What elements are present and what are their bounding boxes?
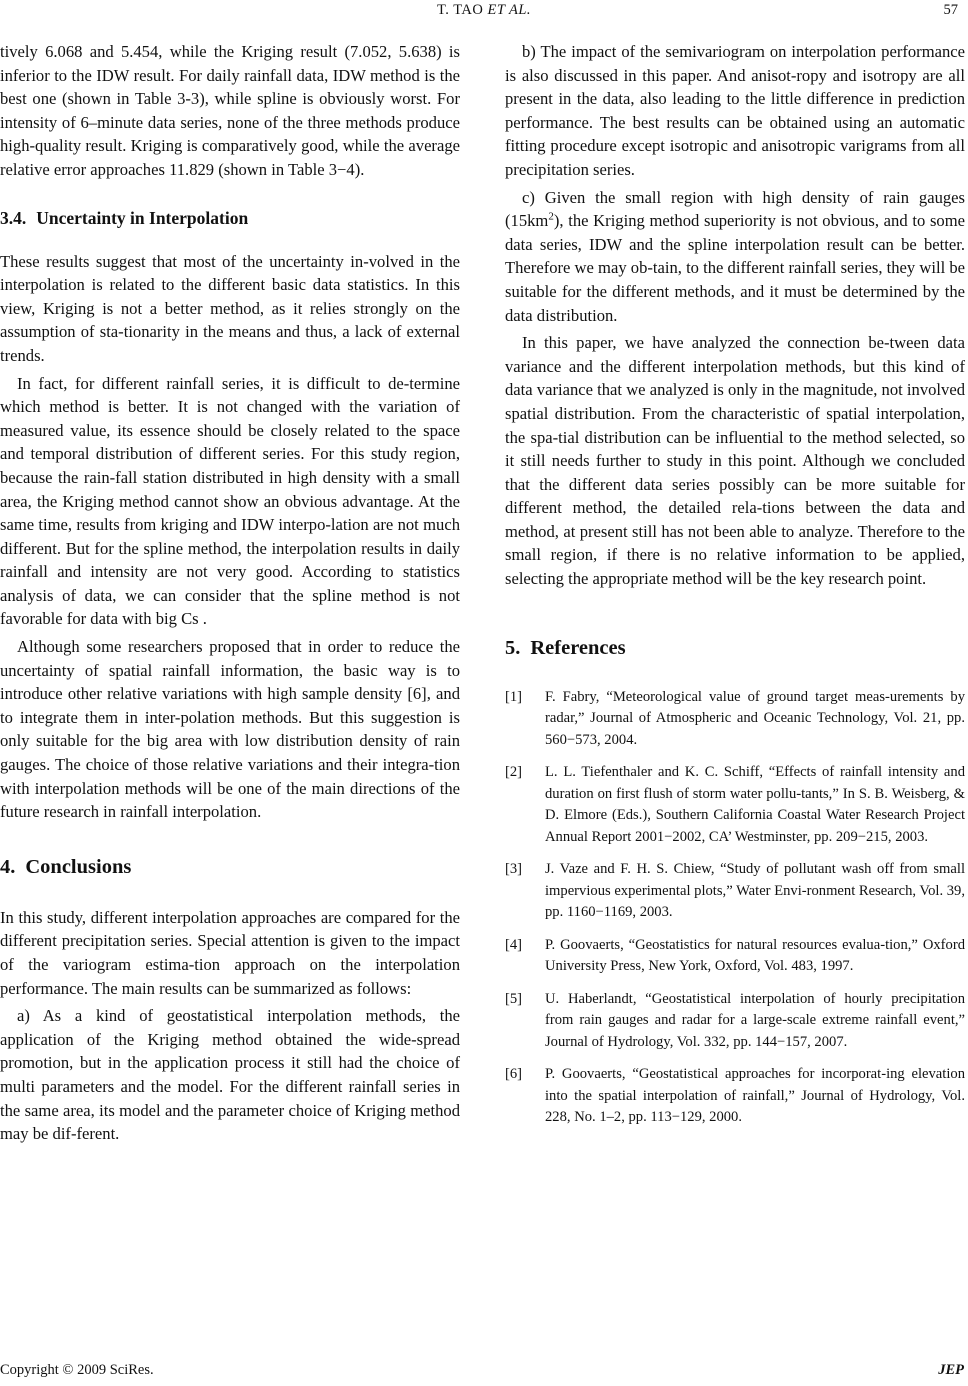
reference-number: [1] (505, 688, 523, 705)
reference-text: P. Goovaerts, “Geostatistics for natural resources evalua-tion,” Oxford University Press, New York, Oxford, Vol. 483, 1997. (545, 936, 965, 975)
reference-item (505, 687, 965, 752)
section-number: 4. (0, 855, 16, 878)
section-title: Uncertainty in Interpolation (36, 207, 249, 228)
paragraph: Although some researchers proposed that in order to reduce the uncertainty of spatial rainfall information, the basic way is to introduce other relative variations with high sample density [6], and to integrate them in inter-polation methods. But this suggestion is only suitable for the big area with low distribution density of rain gauges. The choice of those relative variations and their integra-tion with interpolation methods will be one of the main directions of the future research in rainfall interpolation. (0, 637, 460, 822)
paragraph-text: ), the Kriging method superiority is not obvious, and to some data series, IDW and the spline interpolation result can be better. Therefore we may ob-tain, to the different rainfall series, they will be suitable for the different methods, and it must be determined by the data distribution. (505, 211, 965, 325)
reference-item (505, 935, 965, 978)
reference-text: P. Goovaerts, “Geostatistical approaches for incorporat-ing elevation into the spatial interpolation of rainfall,” Journal of Hydrology, Vol. 228, No. 1–2, pp. 113−129, 2000. (545, 1066, 965, 1126)
header-etal: ET AL. (487, 2, 532, 18)
paragraph-intro: tively 6.068 and 5.454, while the Kriging result (7.052, 5.638) is inferior to the IDW result. For daily rainfall data, IDW method is the best one (shown in Table 3-3), while spline is obviously worst. For intensity of 6–minute data series, none of the three methods produce high-quality result. Kriging is comparatively good, while the average relative error approaches 11.829 (shown in Table 3−4). (0, 42, 460, 179)
reference-text: U. Haberlandt, “Geostatistical interpolation of hourly precipitation from rain gauges and radar for a large-scale extreme rainfall event,” Journal of Hydrology, Vol. 332, pp. 144−157, 2007. (545, 990, 965, 1050)
paragraph: In fact, for different rainfall series, it is difficult to de-termine which method is better. It is not changed with the variation of measured value, its essence should be closely related to the space and temporal distribution of different series. For this study region, because the rain-fall station distributed in high density with a small area, the Kriging method cannot show an obvious advantage. At the same time, results from kriging and IDW interpo-lation are not much different. But for the spline method, the interpolation results in daily rainfall and intensity are not very good. According to statistics analysis of data, we can consider that the spline method is not favorable for data with big Cs . (0, 373, 460, 629)
left-column (0, 40, 460, 1146)
reference-item (505, 989, 965, 1054)
paragraph (505, 186, 965, 328)
reference-number: [5] (505, 990, 523, 1007)
reference-number: [2] (505, 764, 523, 781)
reference-item (505, 859, 965, 924)
section-number: 3.4. (0, 207, 27, 228)
page-number: 57 (943, 2, 958, 18)
paragraph: In this paper, we have analyzed the connection be-tween data variance and the different interpolation methods, but this kind of data variance that we analyzed is only in the magnitude, not involved spatial distribution. From the characteristic of spatial interpolation, the spa-tial distribution can be influential to the method selected, so it still needs further to study in this point. Although we concluded that the different data series possibly can be more suitable for different method, the detailed rela-tions between the data and method, at present still has not been able to analyze. Therefore to the small region, if there is no relative information to be applied, selecting the appropriate method will be the key research point. (505, 333, 965, 589)
reference-number: [6] (505, 1066, 523, 1083)
running-title (0, 2, 968, 19)
reference-item (505, 1064, 965, 1129)
section-heading-5 (505, 635, 965, 661)
section-title: Conclusions (25, 855, 132, 878)
reference-text: J. Vaze and F. H. S. Chiew, “Study of pollutant wash off from small impervious experimental plots,” Water Envi-ronment Research, Vol. 39, pp. 1160−1169, 2003. (545, 861, 965, 921)
superscript: 2 (548, 210, 554, 223)
paragraph: b) The impact of the semivariogram on interpolation performance is also discussed in this paper. And anisot-ropy and isotropy are all present in the data, also leading to the little difference in prediction performance. The best results can be obtained using an automatic fitting procedure except isotropic and anisotropic varigrams from all precipitation series. (505, 42, 965, 179)
header-author: T. TAO (436, 2, 484, 18)
paragraph: These results suggest that most of the uncertainty in-volved in the interpolation is related to the different basic data statistics. In this view, Kriging is not a better method, as it relies strongly on the assumption of sta-tionarity in the means and thus, a lack of external trends. (0, 251, 460, 365)
section-title: References (530, 636, 626, 659)
reference-list (505, 687, 965, 1129)
running-header (0, 2, 968, 24)
right-column (505, 40, 965, 1140)
reference-number: [4] (505, 936, 523, 953)
section-heading-3-4 (0, 206, 460, 230)
paragraph-text: c) Given the small region with high density of rain gauges (15km (505, 187, 965, 231)
reference-text: F. Fabry, “Meteorological value of ground target meas-urements by radar,” Journal of Atmospheric and Oceanic Technology, Vol. 21, pp. 560−573, 2004. (545, 688, 965, 748)
copyright-notice: Copyright © 2009 SciRes. (0, 1362, 154, 1378)
reference-text: L. L. Tiefenthaler and K. C. Schiff, “Effects of rainfall intensity and duration on first flush of storm water pollu-tants,” In S. B. Weisberg, & D. Elmore (Eds.), Southern California Coastal Water Research Project Annual Report 2001−2002, CA’ Westminster, pp. 209−215, 2003. (545, 764, 965, 845)
paragraph: In this study, different interpolation approaches are compared for the different precipitation series. Special attention is given to the impact of the variogram estima-tion approach on the interpolation performance. The main results can be summarized as follows: (0, 907, 460, 998)
reference-number: [3] (505, 861, 523, 878)
section-heading-4 (0, 854, 460, 880)
journal-name: JEP (938, 1362, 964, 1378)
section-number: 5. (505, 636, 521, 659)
reference-item (505, 762, 965, 848)
paragraph: a) As a kind of geostatistical interpolation methods, the application of the Kriging method obtained the wide-spread promotion, but in the application process it still had the choice of multi parameters and the model. For the different rainfall series in the same area, its model and the parameter choice of Kriging method may be dif-ferent. (0, 1006, 460, 1144)
